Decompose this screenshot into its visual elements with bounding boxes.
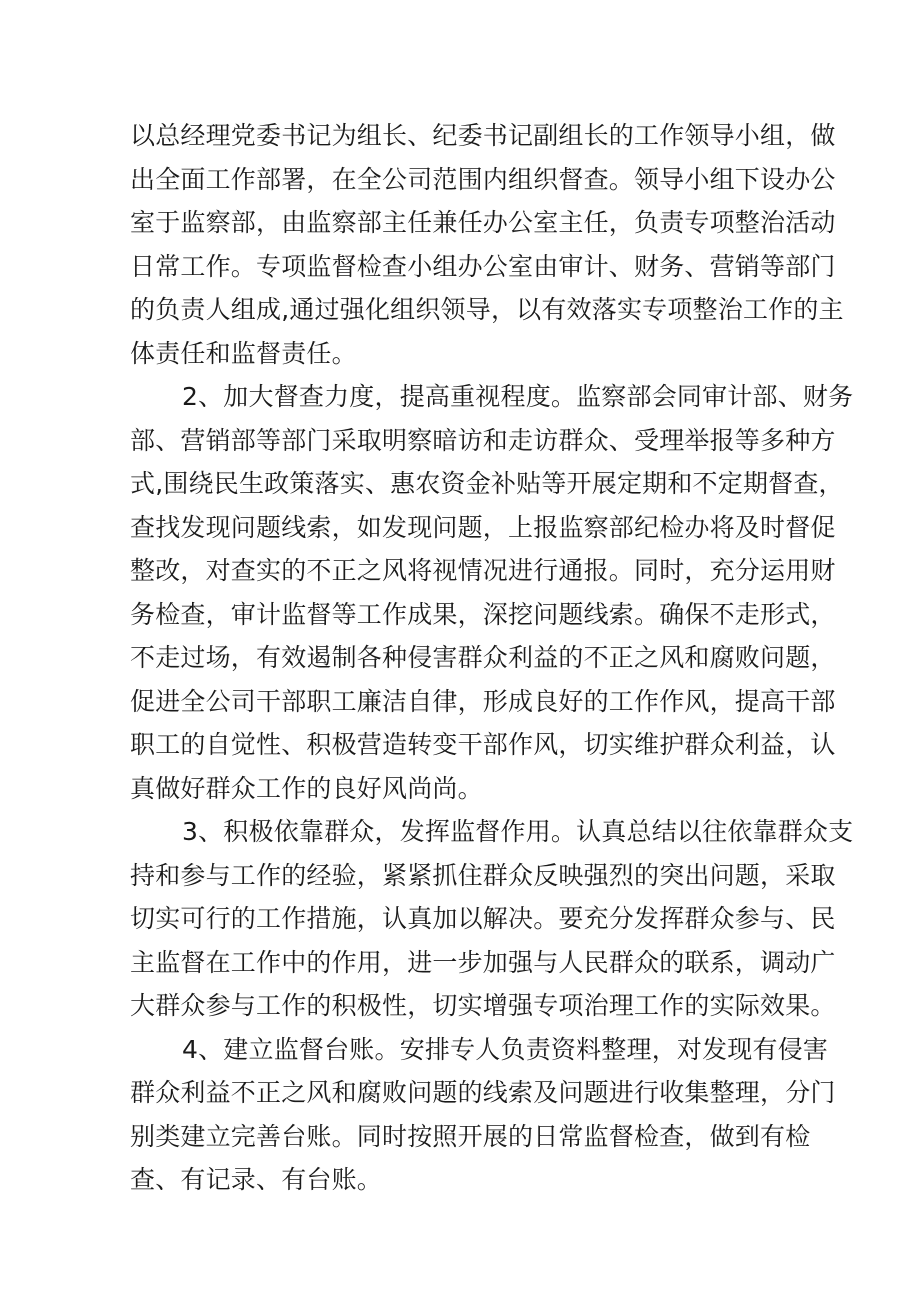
text-line: 切实可行的工作措施，认真加以解决。要充分发挥群众参与、民 xyxy=(130,904,836,933)
text-line: 日常工作。专项监督检查小组办公室由审计、财务、营销等部门 xyxy=(130,251,836,281)
text-line: 不走过场，有效遏制各种侵害群众利益的不正之风和腐败问题， xyxy=(130,643,836,672)
paragraph-2-heading: 2、加大督查力度，提高重视程度。监察部会同审计部、财务 xyxy=(182,382,854,411)
text-line: 查、有记录、有台账。 xyxy=(130,1165,383,1194)
text-line: 促进全公司干部职工廉洁自律，形成良好的工作作风，提高干部 xyxy=(130,686,836,716)
text-line: 职工的自觉性、积极营造转变干部作风，切实维护群众利益，认 xyxy=(130,730,836,759)
text-line: 群众利益不正之风和腐败问题的线索及问题进行收集整理，分门 xyxy=(130,1078,836,1107)
text-line: 体责任和监督责任。 xyxy=(130,338,357,368)
text-line: 大群众参与工作的积极性，切实增强专项治理工作的实际效果。 xyxy=(130,991,836,1020)
text-line: 式,围绕民生政策落实、惠农资金补贴等开展定期和不定期督查， xyxy=(130,469,844,498)
paragraph-3-heading: 3、积极依靠群众，发挥监督作用。认真总结以往依靠群众支 xyxy=(182,817,854,846)
text-line: 室于监察部，由监察部主任兼任办公室主任，负责专项整治活动 xyxy=(130,208,836,237)
text-line: 主监督在工作中的作用，进一步加强与人民群众的联系，调动广 xyxy=(130,947,836,977)
paragraph-4-heading: 4、建立监督台账。安排专人负责资料整理，对发现有侵害 xyxy=(182,1034,829,1064)
text-line: 持和参与工作的经验，紧紧抓住群众反映强烈的突出问题，采取 xyxy=(130,860,836,890)
text-line: 查找发现问题线索，如发现问题，上报监察部纪检办将及时督促 xyxy=(130,512,836,542)
text-line: 别类建立完善台账。同时按照开展的日常监督检查，做到有检 xyxy=(130,1121,811,1151)
document-body xyxy=(130,114,854,1202)
text-line: 整改，对查实的不正之风将视情况进行通报。同时，充分运用财 xyxy=(130,556,836,585)
text-line: 出全面工作部署，在全公司范围内组织督查。领导小组下设办公 xyxy=(130,164,836,194)
text-line: 务检查，审计监督等工作成果，深挖问题线索。确保不走形式， xyxy=(130,599,836,629)
text-line: 以总经理党委书记为组长、纪委书记副组长的工作领导小组，做 xyxy=(130,121,836,150)
text-line: 真做好群众工作的良好风尚尚。 xyxy=(130,773,483,803)
text-line: 部、营销部等部门采取明察暗访和走访群众、受理举报等多种方 xyxy=(130,425,836,455)
text-line: 的负责人组成,通过强化组织领导，以有效落实专项整治工作的主 xyxy=(130,295,844,324)
